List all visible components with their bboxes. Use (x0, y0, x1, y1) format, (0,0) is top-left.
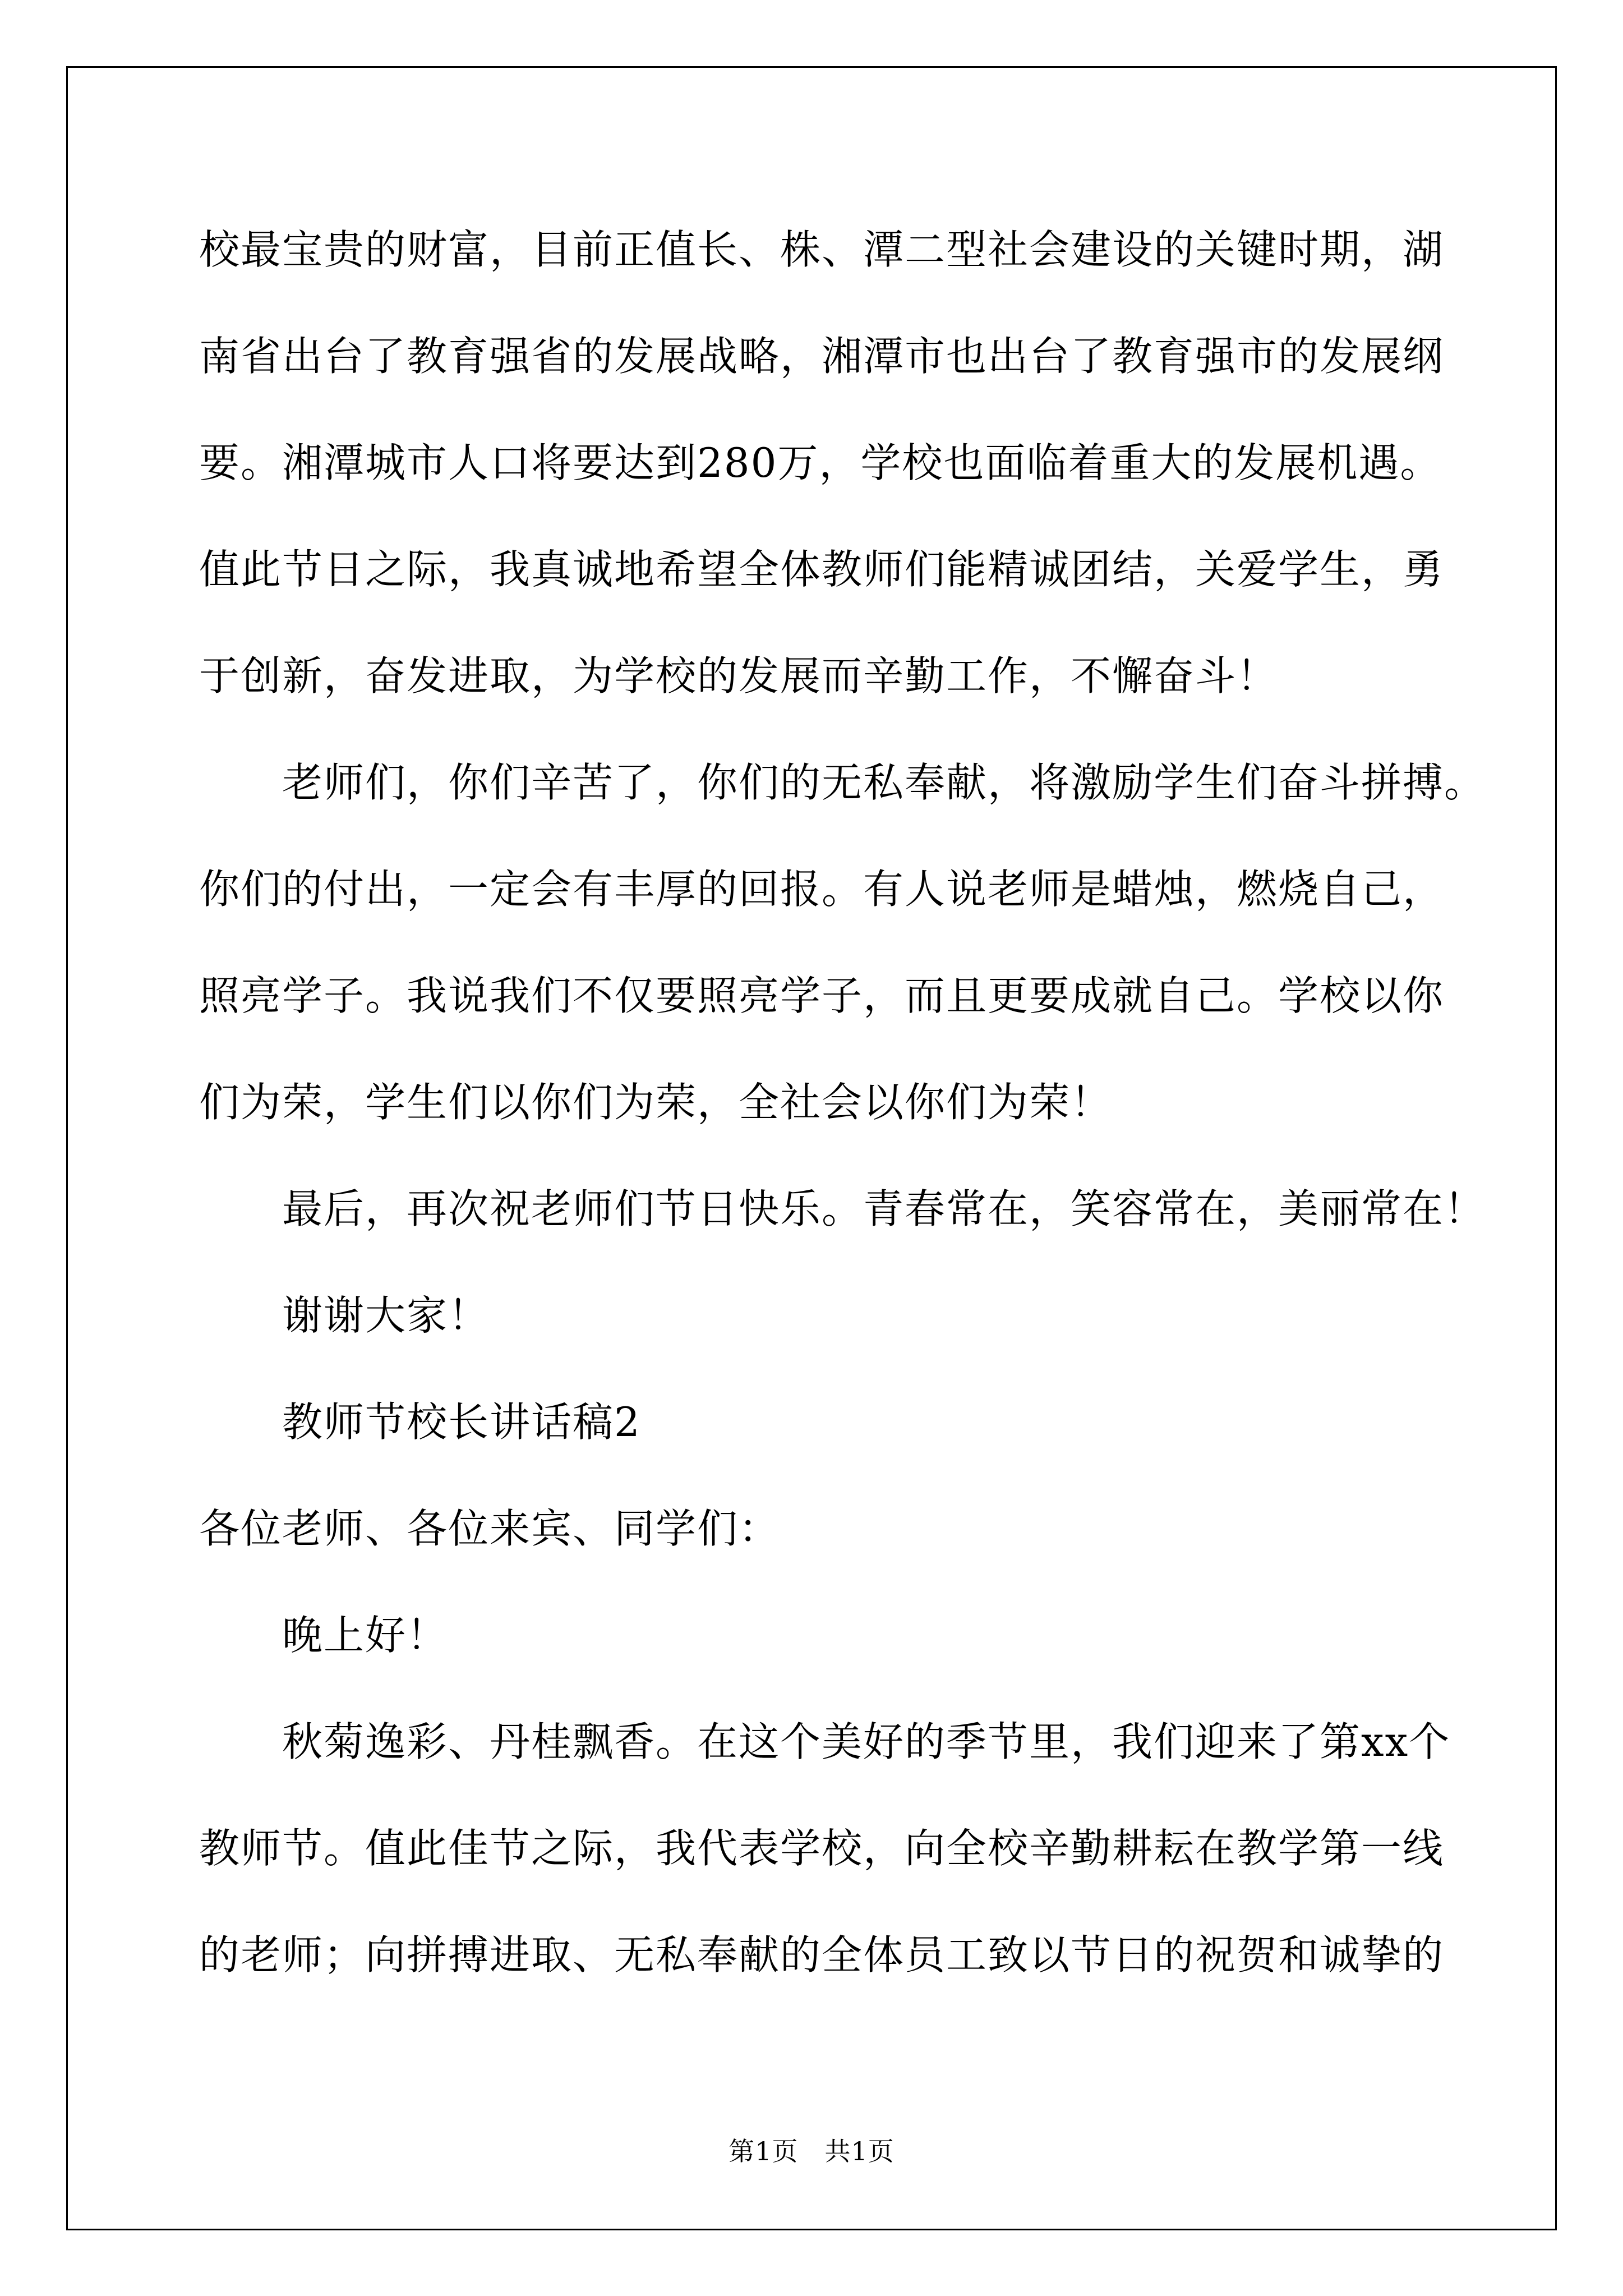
closing-thanks: 谢谢大家！ (282, 1292, 490, 1339)
document-body (199, 216, 1486, 2028)
section-title: 教师节校长讲话稿2 (282, 1398, 641, 1446)
text-line: 校最宝贵的财富，目前正值长、株、潭二型社会建设的关键时期，湖 (199, 226, 1445, 273)
text-line: 的老师；向拼搏进取、无私奉献的全体员工致以节日的祝贺和诚挚的 (199, 1931, 1445, 1978)
text-line: 你们的付出，一定会有丰厚的回报。有人说老师是蜡烛，燃烧自己， (199, 866, 1445, 913)
page-number: 第1页 共1页 (728, 2136, 895, 2166)
text-line: 于创新，奋发进取，为学校的发展而辛勤工作，不懈奋斗！ (199, 652, 1279, 700)
text-line: 教师节。值此佳节之际，我代表学校，向全校辛勤耕耘在教学第一线 (199, 1825, 1445, 1872)
text-line: 要。湘潭城市人口将要达到280万，学校也面临着重大的发展机遇。 (199, 439, 1442, 486)
text-line: 照亮学子。我说我们不仅要照亮学子，而且更要成就自己。学校以你 (199, 972, 1445, 1019)
text-line: 南省出台了教育强省的发展战略，湘潭市也出台了教育强市的发展纲 (199, 333, 1445, 380)
paragraph-first-line: 秋菊逸彩、丹桂飘香。在这个美好的季节里，我们迎来了第xx个 (282, 1718, 1451, 1765)
text-line: 们为荣，学生们以你们为荣，全社会以你们为荣！ (199, 1079, 1113, 1126)
paragraph-first-line: 老师们，你们辛苦了，你们的无私奉献，将激励学生们奋斗拼搏。 (282, 759, 1486, 806)
text-line: 值此节日之际，我真诚地希望全体教师们能精诚团结，关爱学生，勇 (199, 546, 1445, 593)
paragraph-first-line: 最后，再次祝老师们节日快乐。青春常在，笑容常在，美丽常在！ (282, 1185, 1486, 1232)
salutation: 各位老师、各位来宾、同学们： (199, 1505, 781, 1552)
greeting: 晚上好！ (282, 1612, 449, 1659)
